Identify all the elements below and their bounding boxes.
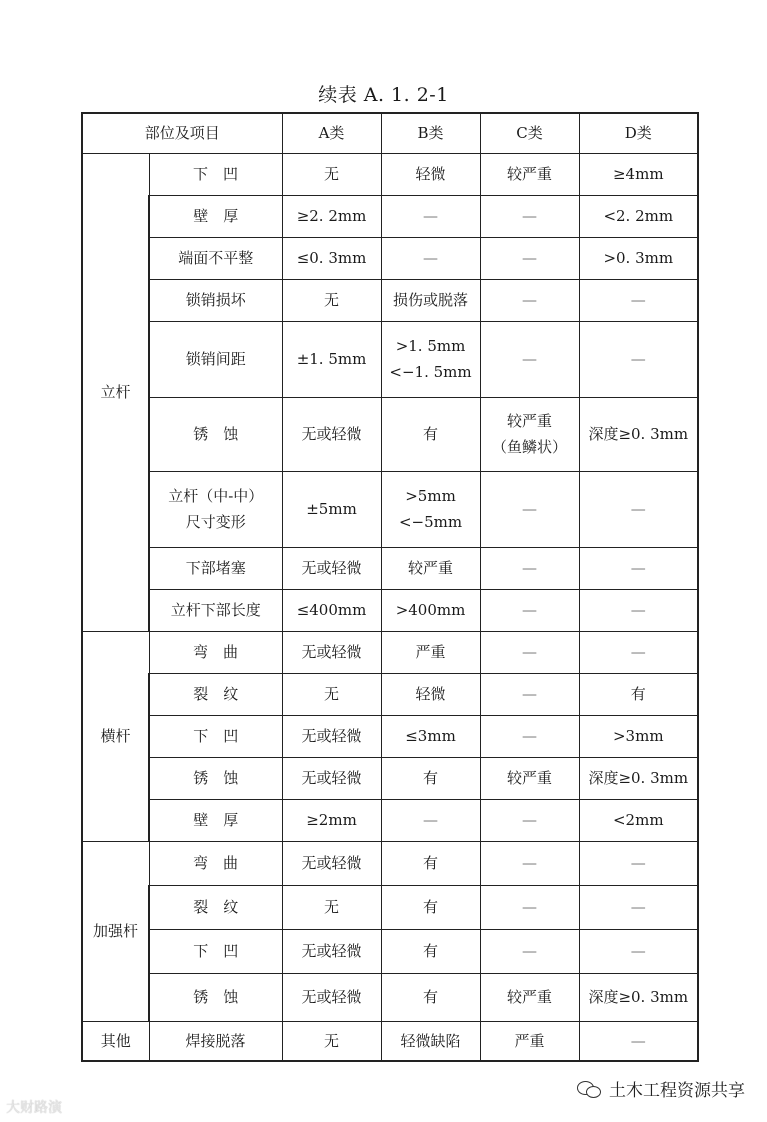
class-a-cell xyxy=(282,929,381,973)
table-row xyxy=(82,397,698,471)
class-d-cell xyxy=(579,589,698,631)
cell-line: 端面不平整 xyxy=(178,249,254,267)
cell-line: — xyxy=(630,643,646,661)
class-c-cell xyxy=(480,673,579,715)
cell-line: <2mm xyxy=(612,811,664,829)
group-label: 立杆 xyxy=(82,153,149,631)
class-c-cell xyxy=(480,799,579,841)
group-label: 加强杆 xyxy=(82,841,149,1021)
cell-line: 有 xyxy=(423,942,439,960)
item-cell xyxy=(149,547,282,589)
table-row xyxy=(82,195,698,237)
class-b-cell xyxy=(381,631,480,673)
cell-line: 轻微 xyxy=(415,165,446,183)
cell-line: 严重 xyxy=(514,1031,545,1050)
group-label: 其他 xyxy=(82,1021,149,1061)
class-a-cell xyxy=(282,757,381,799)
cell-line: 下部堵塞 xyxy=(185,559,246,577)
header-class-d: D类 xyxy=(579,113,698,153)
cell-line: — xyxy=(630,559,646,577)
cell-line: 无或轻微 xyxy=(301,425,362,443)
class-a-cell xyxy=(282,673,381,715)
table-row xyxy=(82,799,698,841)
cell-line: 立杆下部长度 xyxy=(170,601,261,619)
cell-line: 无或轻微 xyxy=(301,559,362,577)
cell-line: — xyxy=(423,811,439,829)
cell-line: 有 xyxy=(423,854,439,872)
cell-line: — xyxy=(522,249,538,267)
cell-line: 壁 厚 xyxy=(193,811,239,829)
class-a-cell xyxy=(282,841,381,885)
class-b-cell xyxy=(381,547,480,589)
header-class-a: A类 xyxy=(282,113,381,153)
class-a-cell xyxy=(282,195,381,237)
cell-line: 焊接脱落 xyxy=(185,1031,246,1050)
cell-line: >400mm xyxy=(395,601,466,619)
table-row xyxy=(82,153,698,195)
cell-line: 立杆（中-中） xyxy=(168,487,264,505)
class-c-cell xyxy=(480,973,579,1021)
item-cell xyxy=(149,237,282,279)
class-b-cell xyxy=(381,153,480,195)
cell-line: 深度≥0. 3mm xyxy=(588,425,689,443)
cell-line: 有 xyxy=(423,425,439,443)
item-cell xyxy=(149,153,282,195)
class-d-cell xyxy=(579,321,698,397)
cell-line: — xyxy=(522,685,538,703)
class-b-cell xyxy=(381,929,480,973)
cell-line: 锈 蚀 xyxy=(193,769,239,787)
class-b-cell xyxy=(381,715,480,757)
cell-line: — xyxy=(630,942,646,960)
cell-line: 有 xyxy=(423,898,439,916)
cell-line: — xyxy=(630,291,646,309)
cell-line: 下 凹 xyxy=(193,727,239,745)
cell-line: — xyxy=(630,1031,646,1050)
class-c-cell xyxy=(480,715,579,757)
cell-line: >0. 3mm xyxy=(603,249,674,267)
cell-line: — xyxy=(522,291,538,309)
cell-line: — xyxy=(522,559,538,577)
item-cell xyxy=(149,757,282,799)
table-row xyxy=(82,929,698,973)
cell-line: 锈 蚀 xyxy=(193,988,239,1006)
cell-line: — xyxy=(522,643,538,661)
cell-line: — xyxy=(630,500,646,518)
cell-line: 轻微 xyxy=(415,685,446,703)
item-cell xyxy=(149,929,282,973)
item-cell xyxy=(149,799,282,841)
table-row xyxy=(82,841,698,885)
class-b-cell xyxy=(381,279,480,321)
item-cell xyxy=(149,1021,282,1061)
cell-line-2: （鱼鳞状） xyxy=(492,438,568,456)
cell-line: 有 xyxy=(423,769,439,787)
class-b-cell xyxy=(381,589,480,631)
cell-line: — xyxy=(630,854,646,872)
table-row xyxy=(82,589,698,631)
cell-line: 弯 曲 xyxy=(193,854,239,872)
table-row xyxy=(82,279,698,321)
class-d-cell xyxy=(579,237,698,279)
class-b-cell xyxy=(381,673,480,715)
cell-line: — xyxy=(630,898,646,916)
class-d-cell xyxy=(579,799,698,841)
class-d-cell xyxy=(579,547,698,589)
cell-line: 无 xyxy=(324,291,340,309)
cell-line: 深度≥0. 3mm xyxy=(588,769,689,787)
item-cell xyxy=(149,841,282,885)
class-d-cell xyxy=(579,973,698,1021)
cell-line: >1. 5mm xyxy=(395,337,466,355)
item-cell xyxy=(149,589,282,631)
cell-line: ≤400mm xyxy=(296,601,367,619)
cell-line: — xyxy=(522,727,538,745)
cell-line-2: <−5mm xyxy=(398,513,463,531)
cell-line: 损伤或脱落 xyxy=(393,291,469,309)
cell-line: ≤3mm xyxy=(405,727,456,745)
cell-line: 有 xyxy=(630,685,646,703)
table-row xyxy=(82,757,698,799)
cell-line: 轻微缺陷 xyxy=(400,1031,461,1050)
cell-line: 锁销损坏 xyxy=(185,291,246,309)
class-c-cell xyxy=(480,885,579,929)
cell-line: 弯 曲 xyxy=(193,643,239,661)
table-row xyxy=(82,471,698,547)
wechat-icon xyxy=(577,1079,603,1099)
class-b-cell xyxy=(381,321,480,397)
class-c-cell xyxy=(480,547,579,589)
class-a-cell xyxy=(282,631,381,673)
class-a-cell xyxy=(282,715,381,757)
cell-line: ≥2. 2mm xyxy=(296,207,367,225)
class-b-cell xyxy=(381,237,480,279)
class-a-cell xyxy=(282,589,381,631)
cell-line: — xyxy=(522,854,538,872)
cell-line: 无或轻微 xyxy=(301,854,362,872)
cell-line: 无 xyxy=(324,685,340,703)
brand-name: 土木工程资源共享 xyxy=(609,1081,745,1101)
cell-line: 无 xyxy=(324,1031,340,1050)
cell-line: 较严重 xyxy=(408,559,454,577)
class-c-cell xyxy=(480,153,579,195)
class-d-cell xyxy=(579,885,698,929)
cell-line: <2. 2mm xyxy=(603,207,674,225)
cell-line: — xyxy=(522,207,538,225)
cell-line: 无或轻微 xyxy=(301,769,362,787)
item-cell xyxy=(149,885,282,929)
inspection-table xyxy=(81,112,699,1062)
cell-line: 无 xyxy=(324,898,340,916)
cell-line: — xyxy=(522,500,538,518)
item-cell xyxy=(149,397,282,471)
cell-line: — xyxy=(522,350,538,368)
table-row xyxy=(82,631,698,673)
class-d-cell xyxy=(579,929,698,973)
table-caption: 续表 A. 1. 2-1 xyxy=(318,84,449,106)
cell-line: 壁 厚 xyxy=(193,207,239,225)
table-row xyxy=(82,673,698,715)
cell-line: 无或轻微 xyxy=(301,942,362,960)
cell-line: — xyxy=(423,249,439,267)
cell-line: — xyxy=(522,811,538,829)
class-b-cell xyxy=(381,397,480,471)
header-class-b: B类 xyxy=(381,113,480,153)
class-b-cell xyxy=(381,1021,480,1061)
class-d-cell xyxy=(579,631,698,673)
cell-line: 深度≥0. 3mm xyxy=(588,988,689,1006)
cell-line: 无或轻微 xyxy=(301,727,362,745)
class-d-cell xyxy=(579,757,698,799)
cell-line: 锈 蚀 xyxy=(193,425,239,443)
cell-line: 无或轻微 xyxy=(301,988,362,1006)
class-c-cell xyxy=(480,397,579,471)
cell-line: 较严重 xyxy=(507,165,553,183)
class-b-cell xyxy=(381,195,480,237)
class-d-cell xyxy=(579,1021,698,1061)
class-c-cell xyxy=(480,471,579,547)
class-c-cell xyxy=(480,841,579,885)
cell-line: ≤0. 3mm xyxy=(296,249,367,267)
cell-line: 下 凹 xyxy=(193,942,239,960)
class-c-cell xyxy=(480,1021,579,1061)
header-part-item: 部位及项目 xyxy=(82,113,282,153)
cell-line: 裂 纹 xyxy=(193,685,239,703)
cell-line: ±5mm xyxy=(306,500,357,518)
table-row xyxy=(82,547,698,589)
class-a-cell xyxy=(282,547,381,589)
cell-line: >5mm xyxy=(405,487,456,505)
class-a-cell xyxy=(282,397,381,471)
cell-line-2: <−1. 5mm xyxy=(389,363,472,381)
cell-line: 下 凹 xyxy=(193,165,239,183)
cell-line: — xyxy=(522,601,538,619)
class-c-cell xyxy=(480,195,579,237)
class-d-cell xyxy=(579,153,698,195)
class-a-cell xyxy=(282,1021,381,1061)
cell-line: 锁销间距 xyxy=(185,350,246,368)
class-d-cell xyxy=(579,471,698,547)
cell-line-2: 尺寸变形 xyxy=(185,513,246,531)
class-b-cell xyxy=(381,799,480,841)
item-cell xyxy=(149,321,282,397)
class-a-cell xyxy=(282,237,381,279)
class-d-cell xyxy=(579,715,698,757)
cell-line: 无 xyxy=(324,165,340,183)
class-c-cell xyxy=(480,237,579,279)
class-a-cell xyxy=(282,885,381,929)
class-c-cell xyxy=(480,589,579,631)
cell-line: — xyxy=(630,601,646,619)
class-d-cell xyxy=(579,279,698,321)
class-d-cell xyxy=(579,195,698,237)
class-a-cell xyxy=(282,153,381,195)
cell-line: — xyxy=(522,942,538,960)
cell-line: ≥4mm xyxy=(612,165,664,183)
class-b-cell xyxy=(381,757,480,799)
cell-line: — xyxy=(423,207,439,225)
cell-line: >3mm xyxy=(612,727,664,745)
class-c-cell xyxy=(480,929,579,973)
item-cell xyxy=(149,195,282,237)
item-cell xyxy=(149,973,282,1021)
header-row xyxy=(82,113,698,153)
table-row xyxy=(82,715,698,757)
watermark-left: 大财路演 xyxy=(6,1100,62,1116)
cell-line: ±1. 5mm xyxy=(296,350,367,368)
cell-line: 无或轻微 xyxy=(301,643,362,661)
class-a-cell xyxy=(282,279,381,321)
cell-line: 裂 纹 xyxy=(193,898,239,916)
class-c-cell xyxy=(480,631,579,673)
item-cell xyxy=(149,471,282,547)
class-b-cell xyxy=(381,885,480,929)
table-row xyxy=(82,237,698,279)
class-d-cell xyxy=(579,841,698,885)
brand-footer xyxy=(577,1076,745,1101)
header-class-c: C类 xyxy=(480,113,579,153)
cell-line: 有 xyxy=(423,988,439,1006)
cell-line: 严重 xyxy=(415,643,446,661)
class-b-cell xyxy=(381,841,480,885)
cell-line: ≥2mm xyxy=(306,811,357,829)
class-a-cell xyxy=(282,321,381,397)
class-b-cell xyxy=(381,973,480,1021)
class-d-cell xyxy=(579,397,698,471)
table-row xyxy=(82,1021,698,1061)
table-row xyxy=(82,885,698,929)
cell-line: — xyxy=(522,898,538,916)
class-c-cell xyxy=(480,757,579,799)
class-b-cell xyxy=(381,471,480,547)
class-c-cell xyxy=(480,321,579,397)
class-d-cell xyxy=(579,673,698,715)
cell-line: — xyxy=(630,350,646,368)
table-row xyxy=(82,973,698,1021)
item-cell xyxy=(149,673,282,715)
item-cell xyxy=(149,715,282,757)
class-a-cell xyxy=(282,973,381,1021)
table-row xyxy=(82,321,698,397)
cell-line: 较严重 xyxy=(507,988,553,1006)
class-c-cell xyxy=(480,279,579,321)
cell-line: 较严重 xyxy=(507,769,553,787)
class-a-cell xyxy=(282,471,381,547)
cell-line: 较严重 xyxy=(507,412,553,430)
item-cell xyxy=(149,631,282,673)
item-cell xyxy=(149,279,282,321)
class-a-cell xyxy=(282,799,381,841)
group-label: 横杆 xyxy=(82,631,149,841)
